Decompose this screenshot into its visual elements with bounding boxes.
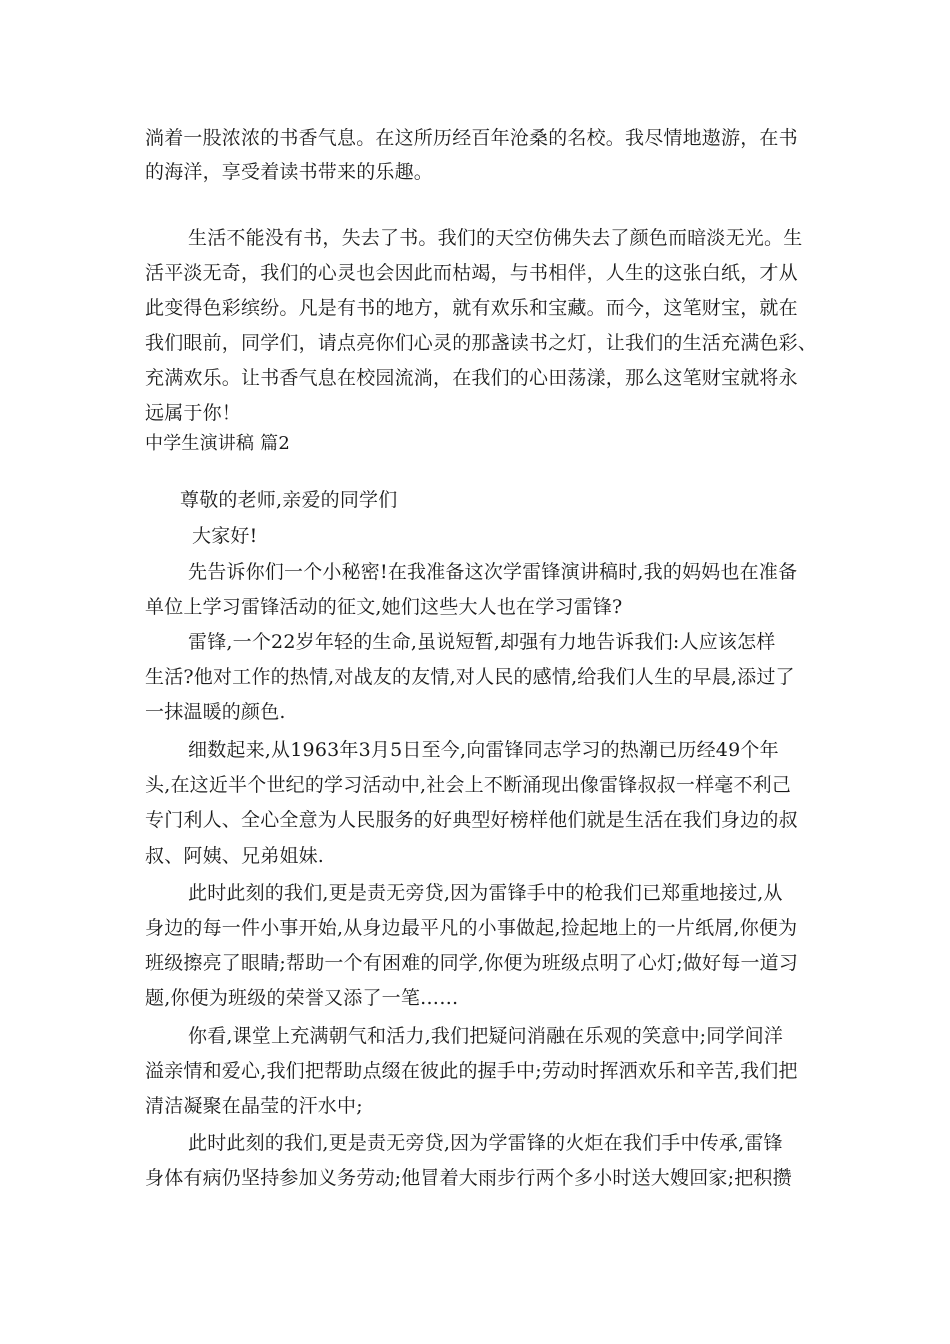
paragraph-line: 你看,课堂上充满朝气和活力,我们把疑问消融在乐观的笑意中;同学间洋 [188,1025,784,1047]
paragraph-line: 专门利人、全心全意为人民服务的好典型好榜样他们就是生活在我们身边的叔 [145,809,798,831]
paragraph-line: 活平淡无奇，我们的心灵也会因此而枯竭，与书相伴，人生的这张白纸，才从 [145,262,798,284]
paragraph-line: 单位上学习雷锋活动的征文,她们这些大人也在学习雷锋? [145,596,623,618]
paragraph-line: 此时此刻的我们,更是责无旁贷,因为学雷锋的火炬在我们手中传承,雷锋 [188,1132,783,1154]
paragraph-line: 细数起来,从1963年3月5日至今,向雷锋同志学习的热潮已历经49个年 [188,739,779,761]
paragraph-line: 生活不能没有书，失去了书。我们的天空仿佛失去了颜色而暗淡无光。生 [188,227,803,249]
paragraph-line: 叔、阿姨、兄弟姐妹. [145,845,325,867]
paragraph-line: 题,你便为班级的荣誉又添了一笔…… [145,987,459,1009]
paragraph-line: 充满欢乐。让书香气息在校园流淌，在我们的心田荡漾，那么这笔财宝就将永 [145,367,798,389]
paragraph-line: 生活?他对工作的热情,对战友的友情,对人民的感情,给我们人生的早晨,添过了 [145,666,795,688]
paragraph-line: 清洁凝聚在晶莹的汗水中; [145,1095,363,1117]
greeting: 大家好! [192,525,258,547]
paragraph-line: 此时此刻的我们,更是责无旁贷,因为雷锋手中的枪我们已郑重地接过,从 [188,882,783,904]
paragraph-line: 此变得色彩缤纷。凡是有书的地方，就有欢乐和宝藏。而今，这笔财宝，就在 [145,297,798,319]
paragraph-line: 身体有病仍坚持参加义务劳动;他冒着大雨步行两个多小时送大嫂回家;把积攒 [145,1167,792,1189]
paragraph-line: 先告诉你们一个小秘密!在我准备这次学雷锋演讲稿时,我的妈妈也在准备 [188,561,798,583]
paragraph-line: 的海洋，享受着读书带来的乐趣。 [145,161,434,183]
salutation: 尊敬的老师,亲爱的同学们 [180,489,398,511]
paragraph-line: 淌着一股浓浓的书香气息。在这所历经百年沧桑的名校。我尽情地遨游，在书 [145,127,798,149]
paragraph-line: 头,在这近半个世纪的学习活动中,社会上不断涌现出像雷锋叔叔一样毫不利己 [145,774,792,796]
paragraph-line: 班级擦亮了眼睛;帮助一个有困难的同学,你便为班级点明了心灯;做好每一道习 [145,952,799,974]
paragraph-line: 雷锋,一个22岁年轻的生命,虽说短暂,却强有力地告诉我们:人应该怎样 [188,631,776,653]
paragraph-line: 我们眼前，同学们，请点亮你们心灵的那盏读书之灯，让我们的生活充满色彩、 [145,332,818,354]
section-heading: 中学生演讲稿 篇2 [145,433,290,454]
paragraph-line: 远属于你！ [145,402,242,424]
paragraph-line: 身边的每一件小事开始,从身边最平凡的小事做起,捡起地上的一片纸屑,你便为 [145,917,798,939]
paragraph-line: 一抹温暖的颜色. [145,701,286,723]
paragraph-line: 溢亲情和爱心,我们把帮助点缀在彼此的握手中;劳动时挥洒欢乐和辛苦,我们把 [145,1060,798,1082]
